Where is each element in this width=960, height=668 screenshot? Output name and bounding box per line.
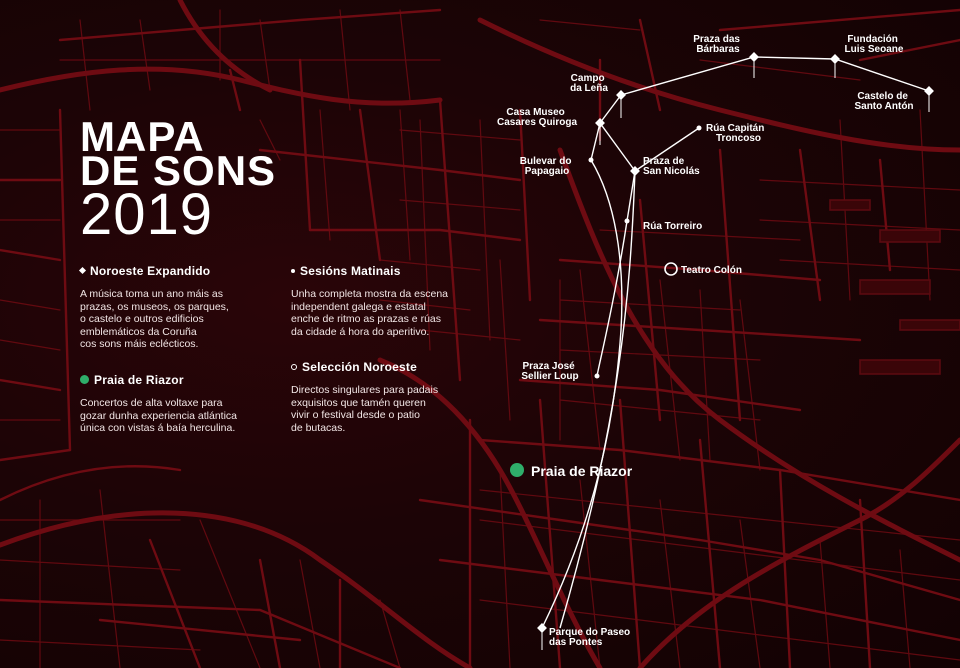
legend-seleccion-text: Directos singulares para padais exquisitos que tamén queren vivir o festival desde o patio de butacas.	[291, 384, 439, 434]
legend-riazor	[80, 373, 280, 435]
marker-prazabarbaras	[749, 52, 759, 62]
marker-torreiro	[625, 219, 630, 224]
legend-noroeste-title: Noroeste Expandido	[80, 264, 280, 278]
label-riazor: Praia de Riazor	[531, 463, 633, 479]
title-line-1: MAPA	[80, 113, 205, 160]
marker-sannicolas	[630, 166, 640, 176]
marker-sellier	[595, 374, 600, 379]
label-bulevar: Bulevar do Papagaio	[519, 156, 572, 177]
legend-sesions-text: Unha completa mostra da escena independent galega e estatal enche de ritmo as prazas e rúas da cidade á hora do aperitivo.	[291, 288, 449, 338]
label-campo: Campo da Leña	[570, 73, 608, 94]
label-colon: Teatro Colón	[681, 265, 742, 276]
marker-riazor	[510, 463, 524, 477]
label-casamuseo: Casa Museo Casares Quiroga	[496, 107, 578, 128]
legend-sesions	[291, 264, 491, 338]
legend-seleccion	[291, 360, 491, 434]
label-prazabarbaras: Praza das Bárbaras	[693, 34, 740, 55]
legend-noroeste-text: A música toma un ano máis as prazas, os museos, os parques, o castelo e outros edificios emblemáticos da Coruña cos sons máis eclécticos.	[80, 288, 229, 350]
legend-riazor-title: Praia de Riazor	[80, 373, 280, 387]
label-capitan: Rúa Capitán Troncoso	[706, 123, 765, 144]
legend-noroeste	[80, 264, 280, 351]
title-line-2: DE SONS	[80, 147, 277, 194]
legend-sesions-title: Sesións Matinais	[291, 264, 491, 278]
marker-parque	[537, 623, 547, 633]
marker-capitan	[697, 126, 702, 131]
green-dot-icon	[80, 375, 89, 384]
title-year: 2019	[80, 182, 214, 247]
label-seoane: Fundación Luis Seoane	[844, 34, 904, 55]
marker-seoane	[830, 54, 840, 64]
label-parque: Parque do Paseo das Pontes	[549, 627, 631, 648]
marker-santoanton	[924, 86, 934, 96]
ring-icon	[291, 364, 297, 370]
label-santoanton: Castelo de Santo Antón	[854, 91, 914, 112]
marker-bulevar	[589, 158, 594, 163]
label-torreiro: Rúa Torreiro	[643, 221, 703, 232]
legend-riazor-text: Concertos de alta voltaxe para gozar dunha experiencia atlántica única con vistas á baía herculina.	[80, 397, 238, 434]
diamond-icon	[79, 267, 86, 274]
label-sannicolas: Praza de San Nicolás	[643, 156, 700, 177]
dot-icon	[291, 269, 295, 273]
label-sellier: Praza José Sellier Loup	[521, 361, 579, 382]
legend-seleccion-title: Selección Noroeste	[291, 360, 491, 374]
